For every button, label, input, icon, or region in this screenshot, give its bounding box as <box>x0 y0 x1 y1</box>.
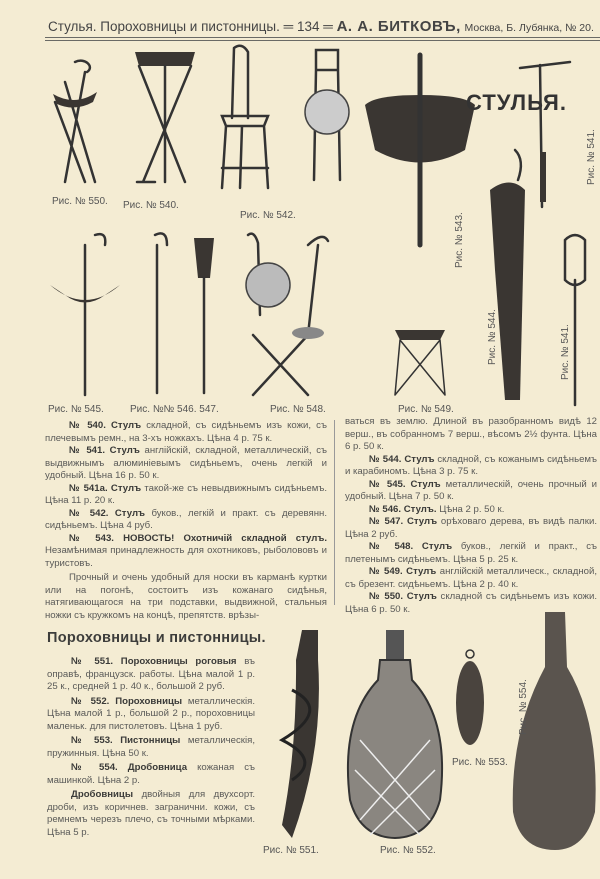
page-number: 134 <box>296 19 320 34</box>
item-541: № 541. Стулъ англійскій, складной, металлическій, съ выдвижнымъ алюминіевымъ сидѣньемъ, очень легкій и удобный. Цѣна 16 р. 50 к. <box>45 445 327 481</box>
stick-547-illustration <box>190 238 220 398</box>
horn-flask-551-illustration <box>262 630 332 840</box>
item-548: № 548. Стулъ буков., легкій и практ., съ плетенымъ сидѣньемъ. Цѣна 5 р. 25 к. <box>345 541 597 565</box>
stool-545-illustration <box>45 235 125 400</box>
caption-543: Рис. № 543. <box>454 212 465 268</box>
caption-540: Рис. № 540. <box>123 200 179 211</box>
caption-545: Рис. № 545. <box>48 404 104 415</box>
item-541a: № 541а. Стулъ такой-же съ невыдвижнымъ сидѣньемъ. Цѣна 11 р. 20 к. <box>45 482 328 506</box>
caption-550: Рис. № 550. <box>52 196 108 207</box>
caption-549: Рис. № 549. <box>398 404 454 415</box>
stool-549-illustration <box>390 325 450 400</box>
item-543-continued: ваться въ землю. Длиной въ разобранномъ видѣ 12 верш., въ собранномъ 7 верш., вѣсомъ 2½ фунта. Цѣна 6 р. 50 к. <box>345 416 597 452</box>
caption-548: Рис. № 548. <box>270 404 326 415</box>
stool-544-illustration <box>480 150 540 410</box>
stick-546-illustration <box>145 235 175 395</box>
column-divider <box>334 420 335 605</box>
section-title: Стулья. Пороховницы и пистонницы. <box>48 19 280 34</box>
caption-553: Рис. № 553. <box>452 757 508 768</box>
powder-column <box>47 656 255 839</box>
metal-flask-552-illustration <box>340 630 450 840</box>
stool-550-illustration <box>45 62 115 192</box>
chair-548-illustration <box>238 235 333 400</box>
item-551: № 551. Пороховницы роговыя въ оправѣ, французск. работы. Цѣна малой 1 р. 25 к., средней 1 р. 40 к., большой 2 руб. <box>47 656 255 692</box>
dash-right: ═ <box>323 19 337 34</box>
stool-540-illustration <box>125 52 205 192</box>
powder-section-heading: Пороховницы и пистонницы. <box>47 630 266 646</box>
item-544: № 544. Стулъ складной, съ кожанымъ сидѣньемъ и карабиномъ. Цѣна 3 р. 75 к. <box>345 453 597 477</box>
chairs-heading: СТУЛЬЯ. <box>466 90 567 115</box>
item-550: № 550. Стулъ складной съ сидѣньемъ изъ кожи. Цѣна 6 р. 50 к. <box>345 591 597 615</box>
page-header <box>48 18 600 35</box>
item-540: № 540. Стулъ складной, съ сидѣньемъ изъ кожи, съ плечевымъ ремн., на 3-хъ ножкахъ. Цѣна 4 р. 75 к. <box>45 420 327 444</box>
caption-551: Рис. № 551. <box>263 845 319 856</box>
item-547: № 547. Стулъ орѣховаго дерева, въ видѣ палки. Цѣна 2 руб. <box>345 516 597 540</box>
caption-541-a: Рис. № 541. <box>586 129 597 185</box>
stick-541-folded-illustration <box>560 235 590 410</box>
firm-address: Москва, Б. Лубянка, № 20. <box>464 22 594 34</box>
header-rule <box>45 37 600 38</box>
item-shot-pouch-double: Дробовницы двойныя для двухсорт. дроби, изъ коричнев. загранични. кожи, съ ремнемъ черезъ плечо, съ точными мѣрками. Цѣна 5 р. <box>47 789 255 838</box>
caption-552: Рис. № 552. <box>380 845 436 856</box>
item-553: № 553. Пистонницы металлическія, пружинныя. Цѣна 50 к. <box>47 735 255 759</box>
chair-541-illustration <box>302 50 352 190</box>
chairs-right-column <box>345 416 597 616</box>
item-542: № 542. Стулъ буков., легкій и практ. съ деревянн. сидѣньемъ. Цѣна 4 руб. <box>45 507 327 531</box>
header-rule-2 <box>45 40 600 41</box>
caption-544: Рис. № 544. <box>487 309 498 365</box>
caption-554: Рис. № 554. <box>518 679 529 735</box>
chairs-left-column <box>45 420 327 622</box>
item-549: № 549. Стулъ англійскій металлическ., складной, съ брезент. сидѣньемъ. Цѣна 2 р. 40 к. <box>345 566 597 590</box>
chair-542-illustration <box>212 48 282 198</box>
item-545: № 545. Стулъ металлическій, очень прочный и удобный. Цѣна 7 р. 50 к. <box>345 478 597 502</box>
caption-542: Рис. № 542. <box>240 210 296 221</box>
caption-541-b: Рис. № 541. <box>560 324 571 380</box>
firm-name: А. А. БИТКОВЪ, <box>336 18 461 35</box>
dash-left: ═ <box>283 19 297 34</box>
item-554: № 554. Дробовница кожаная съ машинкой. Цѣна 2 р. <box>47 762 255 786</box>
item-543-description: Прочный и очень удобный для носки въ карманѣ куртки или на погонѣ, состоитъ изъ кожанаго сидѣнья, натягивающагося на три подставки, выдвижной, стальныя ножки съ кружкомъ на концѣ, препятств. врѣзы- <box>45 572 327 621</box>
item-552: № 552. Пороховницы металлическія. Цѣна малой 1 р., большой 2 р., пороховницы маленьк. для пистолетовъ. Цѣна 1 руб. <box>47 695 255 732</box>
item-543: № 543. НОВОСТЬ! Охотничій складной стулъ. Незамѣнимая принадлежность для охотниковъ, рыболововъ и туристовъ. <box>45 532 327 569</box>
item-546: № 546. Стулъ. Цѣна 2 р. 50 к. <box>369 503 505 515</box>
caption-546-547: Рис. №№ 546. 547. <box>130 404 219 415</box>
cap-box-553-illustration <box>450 648 490 748</box>
